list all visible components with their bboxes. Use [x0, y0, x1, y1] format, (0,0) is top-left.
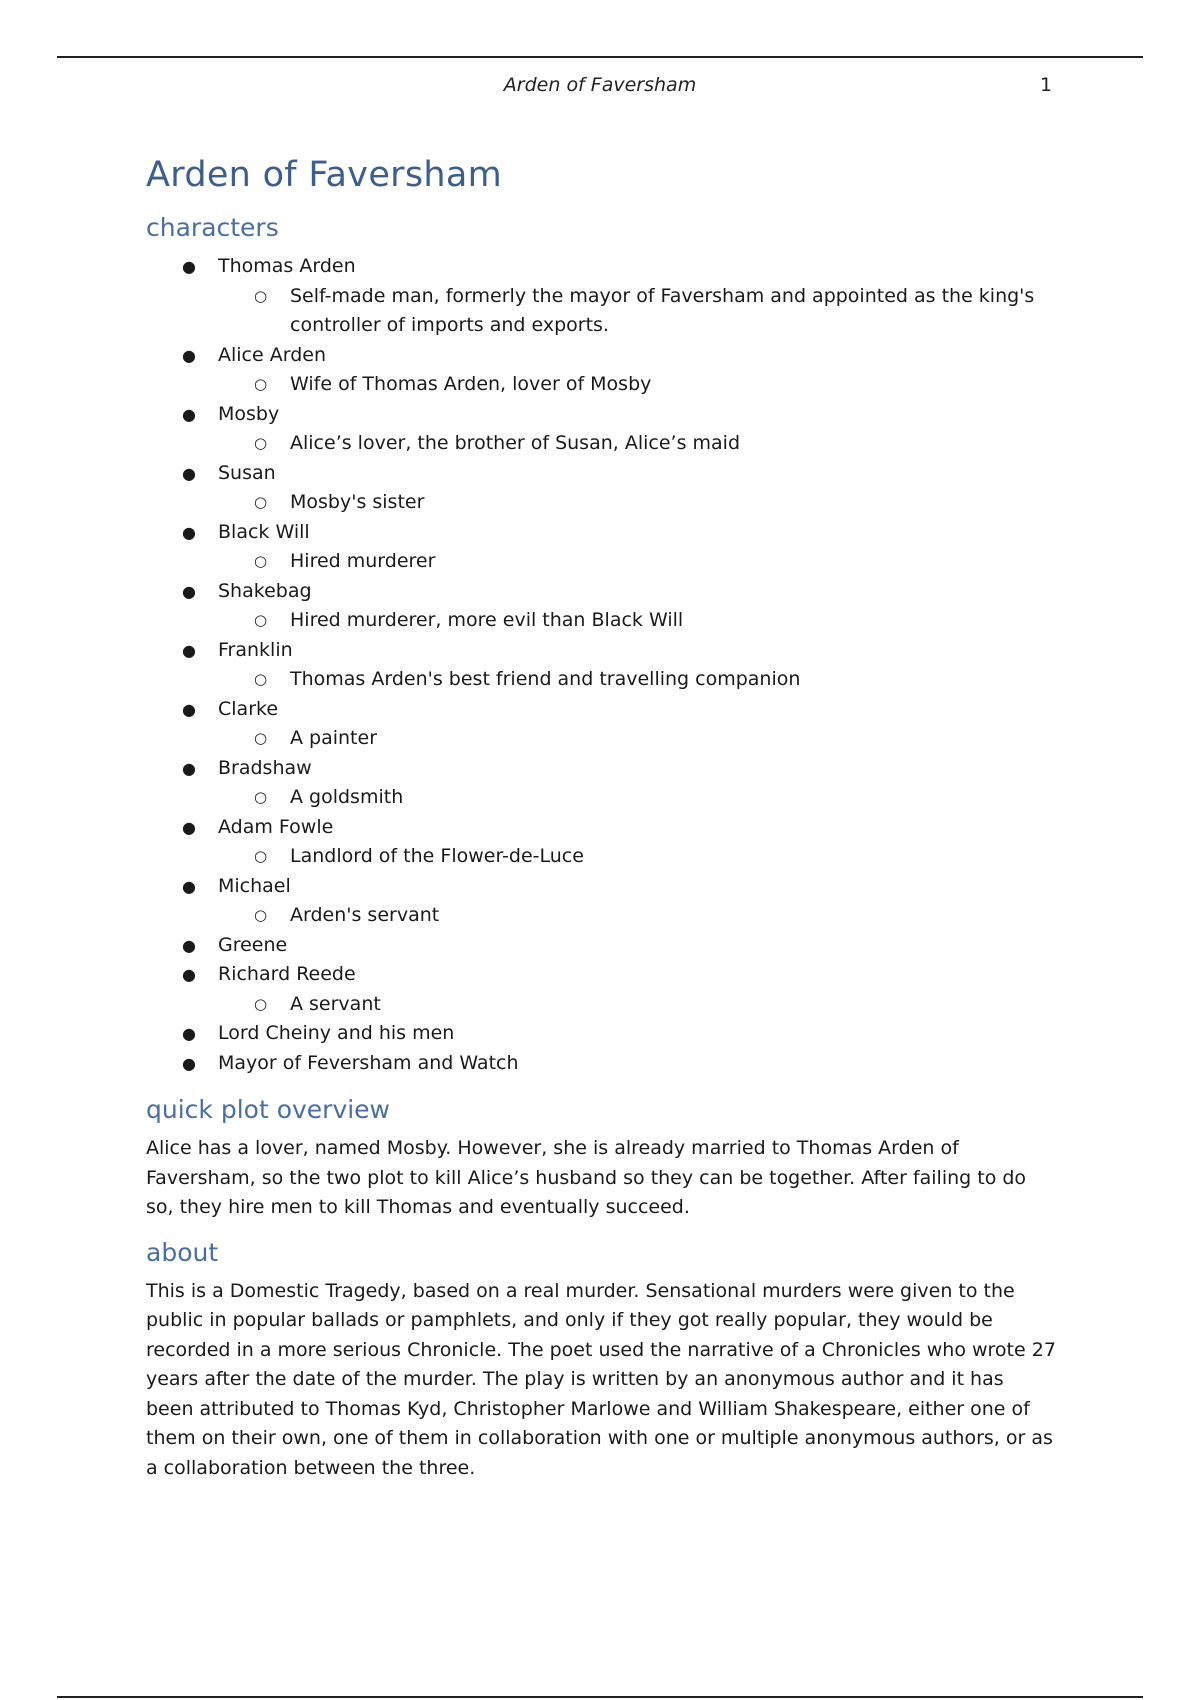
characters-heading: characters: [146, 213, 279, 242]
character-description-list: [218, 724, 1056, 754]
page-number: 1: [1040, 74, 1053, 96]
character-name: Thomas Arden: [218, 255, 356, 277]
character-description-list: [218, 370, 1056, 400]
character-description: Thomas Arden's best friend and travelling companion: [290, 668, 801, 690]
hollow-bullet-icon: ○: [254, 670, 268, 688]
bullet-icon: ●: [182, 1024, 196, 1043]
character-description: A painter: [290, 727, 378, 749]
character-name: Shakebag: [218, 579, 312, 602]
footer-rule: [57, 1696, 1143, 1698]
character-item: [146, 459, 1056, 518]
document-body: [146, 154, 1056, 1497]
character-description-item: [218, 488, 1056, 518]
document-title: Arden of Faversham: [146, 155, 502, 195]
hollow-bullet-icon: ○: [254, 434, 268, 452]
character-item: [146, 931, 1056, 961]
character-description-list: [218, 783, 1056, 813]
hollow-bullet-icon: ○: [254, 906, 268, 924]
bullet-icon: ●: [182, 463, 196, 483]
character-description: Wife of Thomas Arden, lover of Mosby: [290, 373, 652, 395]
character-description: A goldsmith: [290, 786, 404, 808]
character-description: Hired murderer: [290, 550, 436, 572]
character-description-item: [218, 665, 1056, 695]
hollow-bullet-icon: ○: [254, 847, 268, 865]
bullet-icon: ●: [182, 345, 196, 365]
character-item: [146, 1019, 1056, 1049]
character-description: Arden's servant: [290, 904, 440, 926]
character-list: [146, 252, 1056, 1078]
character-description-item: [218, 990, 1056, 1020]
character-name: Greene: [218, 933, 288, 956]
character-description-item: [218, 429, 1056, 459]
character-description-item: [218, 547, 1056, 577]
plot-paragraph: Alice has a lover, named Mosby. However, she is already married to Thomas Arden of Faversham, so the two plot to kill Alice’s husband so they can be together. After failing to do so, they hire men to kill Thomas and eventually succeed.: [146, 1137, 1027, 1218]
bullet-icon: ●: [182, 965, 196, 984]
hollow-bullet-icon: ○: [254, 375, 268, 393]
character-name: Susan: [218, 461, 276, 484]
hollow-bullet-icon: ○: [254, 788, 268, 806]
character-description: Mosby's sister: [290, 491, 425, 513]
character-description-list: [218, 665, 1056, 695]
character-description-list: [218, 282, 1056, 341]
character-description-list: [218, 606, 1056, 636]
character-item: [146, 518, 1056, 577]
character-item: [146, 252, 1056, 341]
character-description-list: [218, 547, 1056, 577]
bullet-icon: ●: [182, 1053, 196, 1073]
character-name: Adam Fowle: [218, 815, 334, 838]
character-item: [146, 636, 1056, 695]
character-item: [146, 1049, 1056, 1079]
bullet-icon: ●: [182, 257, 196, 276]
character-name: Mayor of Feversham and Watch: [218, 1051, 519, 1074]
character-item: [146, 813, 1056, 872]
character-item: [146, 872, 1056, 931]
bullet-icon: ●: [182, 699, 196, 719]
character-description-list: [218, 429, 1056, 459]
bullet-icon: ●: [182, 640, 196, 660]
about-paragraph: This is a Domestic Tragedy, based on a real murder. Sensational murders were given to the public in popular ballads or pamphlets, and only if they got really popular, they would be recorded in a more serious Chronicle. The poet used the narrative of a Chronicles who wrote 27 years after the date of the murder. The play is written by an anonymous author and it has been attributed to Thomas Kyd, Christopher Marlowe and William Shakespeare, either one of them on their own, one of them in collaboration with one or multiple anonymous authors, or as a collaboration between the three.: [146, 1279, 1056, 1479]
character-description: Hired murderer, more evil than Black Will: [290, 609, 684, 631]
character-description-list: [218, 488, 1056, 518]
character-name: Franklin: [218, 638, 293, 661]
character-description: A servant: [290, 992, 381, 1015]
character-description-item: [218, 606, 1056, 636]
character-description-list: [218, 842, 1056, 872]
character-description: Self-made man, formerly the mayor of Faversham and appointed as the king's controller of imports and exports.: [290, 284, 1035, 336]
hollow-bullet-icon: ○: [254, 729, 268, 747]
character-name: Mosby: [218, 402, 280, 425]
character-description-item: [218, 724, 1056, 754]
character-item: [146, 695, 1056, 754]
bullet-icon: ●: [182, 935, 196, 955]
about-heading: about: [146, 1237, 219, 1267]
character-name: Richard Reede: [218, 963, 356, 985]
character-description-list: [218, 901, 1056, 931]
hollow-bullet-icon: ○: [254, 286, 268, 305]
character-description-item: [218, 842, 1056, 872]
character-item: [146, 754, 1056, 813]
character-description-list: [218, 990, 1056, 1020]
character-description-item: [218, 282, 1056, 341]
character-item: [146, 341, 1056, 400]
bullet-icon: ●: [182, 876, 196, 896]
character-item: [146, 577, 1056, 636]
character-item: [146, 400, 1056, 459]
hollow-bullet-icon: ○: [254, 611, 268, 629]
character-description-item: [218, 370, 1056, 400]
bullet-icon: ●: [182, 758, 196, 778]
hollow-bullet-icon: ○: [254, 994, 268, 1013]
bullet-icon: ●: [182, 581, 196, 601]
bullet-icon: ●: [182, 404, 196, 424]
bullet-icon: ●: [182, 817, 196, 837]
character-name: Michael: [218, 874, 291, 897]
hollow-bullet-icon: ○: [254, 493, 268, 511]
bullet-icon: ●: [182, 522, 196, 542]
character-name: Lord Cheiny and his men: [218, 1022, 455, 1044]
plot-heading: quick plot overview: [146, 1095, 391, 1124]
character-name: Alice Arden: [218, 343, 326, 366]
hollow-bullet-icon: ○: [254, 552, 268, 570]
character-name: Black Will: [218, 520, 310, 543]
header-rule: [57, 56, 1143, 58]
character-description-item: [218, 783, 1056, 813]
running-header-title: Arden of Faversham: [503, 74, 697, 96]
character-description: Alice’s lover, the brother of Susan, Alice’s maid: [290, 432, 741, 454]
character-name: Bradshaw: [218, 756, 312, 779]
character-description-item: [218, 901, 1056, 931]
character-name: Clarke: [218, 697, 279, 720]
character-item: [146, 960, 1056, 1019]
character-description: Landlord of the Flower-de-Luce: [290, 845, 584, 867]
